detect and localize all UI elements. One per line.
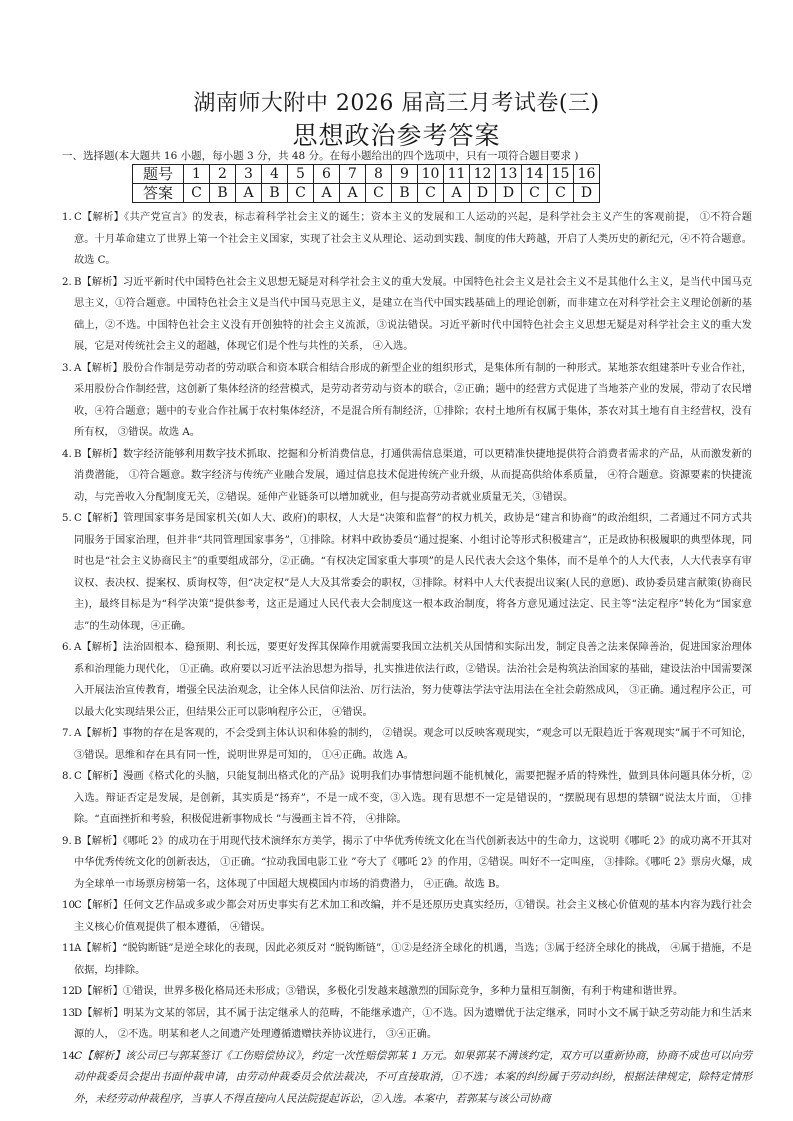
question-number-cell: 6 — [314, 165, 340, 184]
answer-cell: C — [548, 184, 574, 203]
explanation-number: 11. — [62, 943, 79, 954]
explanation-number: 3. — [62, 362, 72, 374]
explanation-text: A【解析】“脱钩断链”是逆全球化的表现，因此必须反对 “脱钩断链”，①②是经济全球化的机遇，当选；③属于经济全球化的挑战， ④属于措施，不是依据，均排除。 — [74, 943, 752, 976]
explanation-number: 14. — [62, 1050, 79, 1062]
explanation-text: D【解析】①错误，世界多极化格局还未形成；③错误，多极化引发越来越激烈的国际竞争，多种力量相互制衡，有利于构建和谐世界。 — [74, 986, 684, 997]
explanation-list — [62, 207, 752, 1110]
explanation-number: 4. — [62, 448, 72, 460]
answer-cell: B — [210, 184, 236, 203]
question-number-cell: 1 — [184, 165, 210, 184]
explanation-item — [62, 508, 752, 637]
question-number-cell: 16 — [574, 165, 600, 184]
answer-label: 答案 — [133, 184, 184, 203]
question-number-cell: 15 — [548, 165, 574, 184]
explanation-number: 8. — [62, 771, 72, 782]
explanation-text: C【解析】该公司已与郭某签订《工伤赔偿协议》，约定一次性赔偿郭某 1 万元。如果郭某不满该约定，双方可以重新协商，协商不成也可以向劳动仲裁委员会提出书面仲裁申请，由劳动仲裁委员会依法裁决，不可直接取消，①不选；本案的纠纷属于劳动纠纷，根据法律规定，除特定情形外，未经劳动仲裁程序，当事人不得直接向人民法院提起诉讼，②入选。本案中，若郭某与该公司协商 — [74, 1049, 752, 1105]
exam-title: 湖南师大附中 2026 届高三月考试卷(三) — [193, 91, 600, 116]
explanation-item — [62, 207, 752, 272]
question-number-cell: 10 — [418, 165, 444, 184]
explanation-item — [62, 766, 752, 831]
answer-cell: C — [184, 184, 210, 203]
explanation-text: C【解析】漫画《格式化的头脑，只能复制出格式化的产品》说明我们办事情想问题不能机械化，需要把握矛盾的特殊性，做到具体问题具体分析，②入选。辩证否定是发展，是创新，其实质是“扬弃”，不是一成不变，③入选。现有思想不一定是错误的，“摆脱现有思想的禁锢”说法太片面， ①排除。“直面挫折和考验，积极促进新事物成长 ”与漫画主旨不符， ④排除。 — [74, 771, 752, 825]
explanation-item — [62, 1003, 752, 1046]
answer-cell: B — [262, 184, 288, 203]
explanation-number: 7. — [62, 728, 72, 739]
answer-subtitle: 思想政治参考答案 — [292, 121, 501, 150]
question-number-row — [133, 165, 600, 184]
explanation-item — [62, 358, 752, 444]
explanation-number: 1. — [62, 212, 72, 223]
explanation-item — [62, 981, 752, 1003]
explanation-text: B【解析】数字经济能够利用数字技术抓取、挖掘和分析消费信息，打通供需信息渠道，可以更精准快捷地提供符合消费者需求的产品，从而激发新的消费潜能， ①符合题意。数字经济与传统产业融合发展，通过信息技术促进传统产业升级，从而提高供给体系质量， ④符合题意。资源要素的快捷流动，与完善收入分配制度无关，②错误。延伸产业链条可以增加就业，但与提高劳动者就业质量无关，③错误。 — [74, 448, 752, 503]
question-number-cell: 4 — [262, 165, 288, 184]
question-number-cell: 12 — [470, 165, 496, 184]
explanation-item — [62, 723, 752, 766]
question-number-cell: 9 — [392, 165, 418, 184]
explanation-item — [62, 444, 752, 509]
answer-cell: D — [574, 184, 600, 203]
explanation-item — [62, 637, 752, 723]
explanation-number: 12. — [62, 986, 79, 997]
answer-row — [133, 184, 600, 203]
explanation-text: A【解析】法治固根本、稳预期、利长远，要更好发挥其保障作用就需要我国立法机关从国情和实际出发，制定良善之法来保障善治，促进国家治理体系和治理能力现代化， ①正确。政府要以习近平法治思想为指导，扎实推进依法行政，②错误。法治社会是构筑法治国家的基础，建设法治中国需要深入开展法治宣传教育，增强全民法治观念，让全体人民信仰法治、厉行法治，努力使尊法学法守法用法在全社会蔚然成风， ③正确。通过程序公正，可以最大化实现结果公正，但结果公正可以影响程序公正， ④错误。 — [74, 642, 752, 718]
explanation-number: 6. — [62, 642, 72, 653]
answer-cell: C — [418, 184, 444, 203]
explanation-text: D【解析】明某为文某的邻居，其不属于法定继承人的范畴，不能继承遗产，①不选。因为遗赠优于法定继承，同时小文不属于缺乏劳动能力和生活来源的人， ②不选。明某和老人之间遗产处理遵循遗赠扶养协议进行， ③④正确。 — [74, 1007, 752, 1040]
question-number-cell: 11 — [444, 165, 470, 184]
explanation-text: A【解析】事物的存在是客观的，不会受到主体认识和体验的制约， ②错误。观念可以反映客观现实，“观念可以无限趋近于客观现实”属于不可知论， ③错误。思维和存在具有同一性，说明世界是可知的， ①④正确。故选 A。 — [74, 728, 752, 761]
answer-cell: B — [392, 184, 418, 203]
answer-cell: C — [288, 184, 314, 203]
explanation-number: 5. — [62, 513, 72, 524]
question-number-cell: 5 — [288, 165, 314, 184]
explanation-text: C【解析】任何文艺作品或多或少都会对历史事实有艺术加工和改编，并不是还原历史真实经历，①错误。社会主义核心价值观的基本内容为践行社会主义核心价值观提供了根本遵循， ④错误。 — [74, 900, 752, 933]
answer-cell: A — [236, 184, 262, 203]
explanation-item — [62, 272, 752, 358]
answer-cell: A — [314, 184, 340, 203]
question-number-cell: 8 — [366, 165, 392, 184]
answer-cell: A — [444, 184, 470, 203]
explanation-text: B【解析】习近平新时代中国特色社会主义思想无疑是对科学社会主义的重大发展。中国特色社会主义是社会主义不是其他什么主义，是当代中国马克思主义，①符合题意。中国特色社会主义是当代中国马克思主义，是建立在当代中国实践基础上的理论创新，而非建立在对科学社会主义理论创新的基础上，②不选。中国特色社会主义没有开创独特的社会主义流派，③说法错误。习近平新时代中国特色社会主义思想无疑是对科学社会主义的重大发展，它是对传统社会主义的超越，体现它们是个性与共性的关系， ④入选。 — [74, 276, 752, 352]
explanation-text: B【解析】《哪吒 2》的成功在于用现代技术演绎东方美学，揭示了中华优秀传统文化在当代创新表达中的生命力，这说明《哪吒 2》的成功离不开其对中华优秀传统文化的创新表达， ①正确。“拉动我国电影工业 ”夸大了《哪吒 2》的作用，②错误。叫好不一定叫座， ③排除。《哪吒 2》票房火爆，成为全球单一市场票房榜第一名，这体现了中国超大规模国内市场的消费潜力， ④正确。故选 B。 — [74, 835, 752, 890]
explanation-number: 13. — [62, 1007, 79, 1019]
explanation-item — [62, 938, 752, 981]
section-heading: 一、选择题(本大题共 16 小题，每小题 3 分，共 48 分。在每小题给出的四个选项中，只有一项符合题目要求 ) — [62, 150, 579, 162]
question-number-label: 题号 — [133, 165, 184, 184]
answer-cell: C — [366, 184, 392, 203]
question-number-cell: 13 — [496, 165, 522, 184]
answer-cell: D — [496, 184, 522, 203]
answer-cell: D — [470, 184, 496, 203]
explanation-number: 9. — [62, 835, 72, 847]
explanation-item — [62, 895, 752, 938]
explanation-text: C【解析】《共产党宣言》的发表，标志着科学社会主义的诞生；资本主义的发展和工人运动的兴起，是科学社会主义产生的客观前提， ①不符合题意。十月革命建立了世界上第一个社会主义国家，实现了社会主义从理论、运动到实践、制度的伟大跨越，开启了人类历史的新纪元，④不符合题意。故选 C。 — [74, 212, 752, 266]
question-number-cell: 2 — [210, 165, 236, 184]
explanation-number: 10. — [62, 900, 79, 911]
explanation-item — [62, 1046, 752, 1111]
question-number-cell: 3 — [236, 165, 262, 184]
answer-cell: A — [340, 184, 366, 203]
explanation-item — [62, 831, 752, 896]
explanation-number: 2. — [62, 276, 72, 288]
explanation-text: C【解析】管理国家事务是国家机关(如人大、政府)的职权，人大是“决策和监督”的权力机关，政协是“建言和协商”的政治组织，二者通过不同方式共同服务于国家治理，但并非“共同管理国家事务”，①排除。材料中政协委员“通过提案、小组讨论等形式积极建言”，正是政协积极履职的典型体现，同时也是“社会主义协商民主”的重要组成部分，②正确。“有权决定国家重大事项”的是人民代表大会这个集体，而不是单个的人大代表，人大代表享有审议权、表决权、提案权、质询权等，但“决定权”是人大及其常委会的职权，③排除。材料中人大代表提出议案(人民的意愿)、政协委员建言献策(协商民主)，最终目标是为“科学决策”提供参考，这正是通过人民代表大会制度这一根本政治制度，将各方意见通过法定、民主等“法定程序”转化为“国家意志”的生动体现，④正确。 — [74, 513, 752, 632]
question-number-cell: 14 — [522, 165, 548, 184]
question-number-cell: 7 — [340, 165, 366, 184]
answer-cell: C — [522, 184, 548, 203]
explanation-text: A【解析】股份合作制是劳动者的劳动联合和资本联合相结合形成的新型企业的组织形式，是集体所有制的一种形式。某地茶农组建茶叶专业合作社，采用股份合作制经营，这创新了集体经济的经营模式，是劳动者劳动与资本的联合，②正确；题中的经营方式促进了当地茶产业的发展，带动了农民增收，④符合题意；题中的专业合作社属于农村集体经济，不是混合所有制经济，①排除；农村土地所有权属于集体，茶农对其土地有自主经营权，没有所有权， ③错误。故选 A。 — [74, 362, 752, 438]
answer-table — [132, 164, 600, 203]
